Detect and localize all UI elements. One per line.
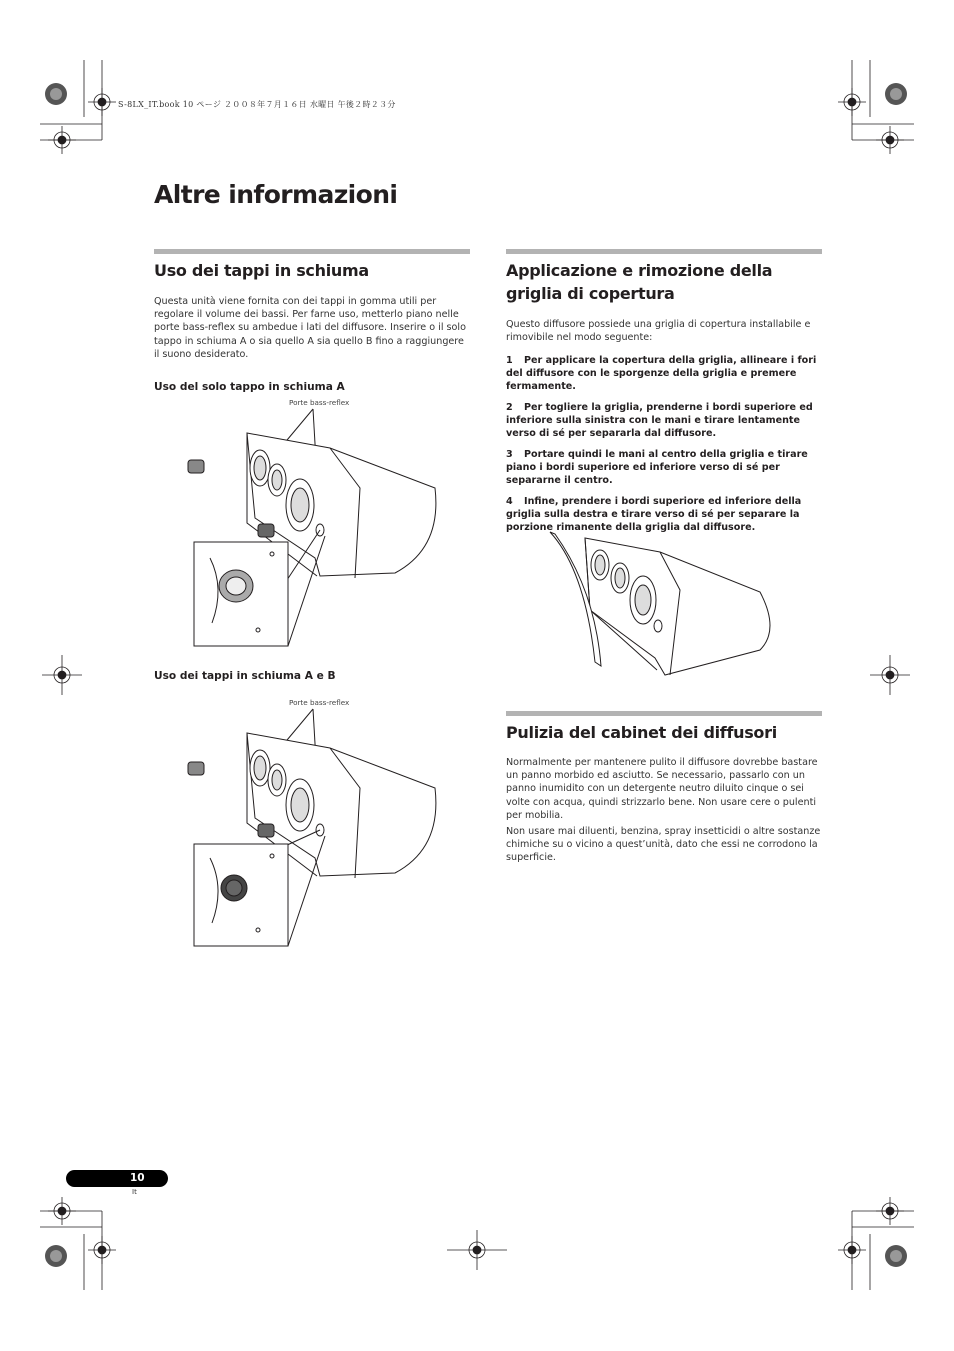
step-text: Infine, prendere i bordi superiore ed inferiore della griglia sulla destra e tirare verso di sé per separare la porzione rimanente della griglia dal diffusore.: [506, 496, 802, 534]
section-foam-plugs: [154, 249, 470, 393]
speaker-illustration-plug-ab: [180, 708, 450, 958]
grille-heading-line2: griglia di copertura: [506, 284, 675, 303]
page-number-tab: [66, 1170, 168, 1187]
step-number: 4: [506, 496, 513, 508]
caption-bass-reflex-a: Porte bass-reflex: [289, 398, 350, 407]
grille-step-1: [506, 354, 822, 393]
grille-intro: Questo diffusore possiede una griglia di copertura installabile e rimovibile nel modo seguente:: [506, 319, 811, 344]
cleaning-para-2: Non usare mai diluenti, benzina, spray insetticidi o altre sostanze chimiche su o vicino a quest’unità, dato che essi ne corrodono la superficie.: [506, 826, 821, 864]
subheading-foam-a: Uso del solo tappo in schiuma A: [154, 381, 345, 394]
section-heading-foam: Uso dei tappi in schiuma: [154, 261, 369, 280]
step-text: Per applicare la copertura della griglia, allineare i fori del diffusore con le sporgenze della griglia e premere fermamente.: [506, 355, 817, 393]
section-cleaning: [506, 711, 822, 865]
step-number: 2: [506, 402, 513, 414]
speaker-illustration-plug-a: [180, 408, 450, 658]
caption-bass-reflex-ab: Porte bass-reflex: [289, 698, 350, 707]
grille-step-2: [506, 401, 822, 440]
grille-step-4: [506, 495, 822, 534]
subheading-foam-ab: Uso dei tappi in schiuma A e B: [154, 670, 336, 682]
language-code: It: [132, 1188, 137, 1196]
section-bar: [506, 249, 822, 254]
foam-intro: Questa unità viene fornita con dei tappi in gomma utili per regolare il volume dei bassi. Per farne uso, metterlo piano nelle porte bass-reflex su ambedue i lati del diffusore. Inserire o il solo tappo in schiuma A o sia quello A sia quello B fino a raggiungere il suono desiderato.: [154, 296, 466, 360]
print-header: S-8LX_IT.book 10 ページ ２００８年７月１６日 水曜日 午後２時２３分: [118, 100, 396, 109]
step-text: Per togliere la griglia, prenderne i bordi superiore ed inferiore sulla sinistra con le mani e tirare lentamente verso di sé per separarla dal diffusore.: [506, 402, 813, 440]
grille-step-3: [506, 448, 822, 487]
step-number: 3: [506, 449, 513, 461]
section-grille: [506, 249, 822, 534]
cleaning-para-1: Normalmente per mantenere pulito il diffusore dovrebbe bastare un panno morbido ed asciutto. Se necessario, passarlo con un panno inumidito con un detergente neutro diluito cinque o sei volte con acqua, quindi strizzarlo bene. Non usare cere o pulenti per mobilia.: [506, 757, 818, 821]
grille-heading-line1: Applicazione e rimozione della: [506, 261, 773, 280]
section-heading-cleaning: Pulizia del cabinet dei diffusori: [506, 723, 777, 742]
section-bar: [154, 249, 470, 254]
grille-removal-illustration: [545, 530, 780, 678]
step-text: Portare quindi le mani al centro della griglia e tirare piano i bordi superiore ed inferiore verso di sé per separarne il centro.: [506, 449, 808, 487]
section-heading-grille: [506, 259, 822, 305]
section-bar: [506, 711, 822, 716]
page-number: 10: [130, 1172, 145, 1184]
page-title: Altre informazioni: [154, 180, 398, 209]
step-number: 1: [506, 355, 513, 367]
